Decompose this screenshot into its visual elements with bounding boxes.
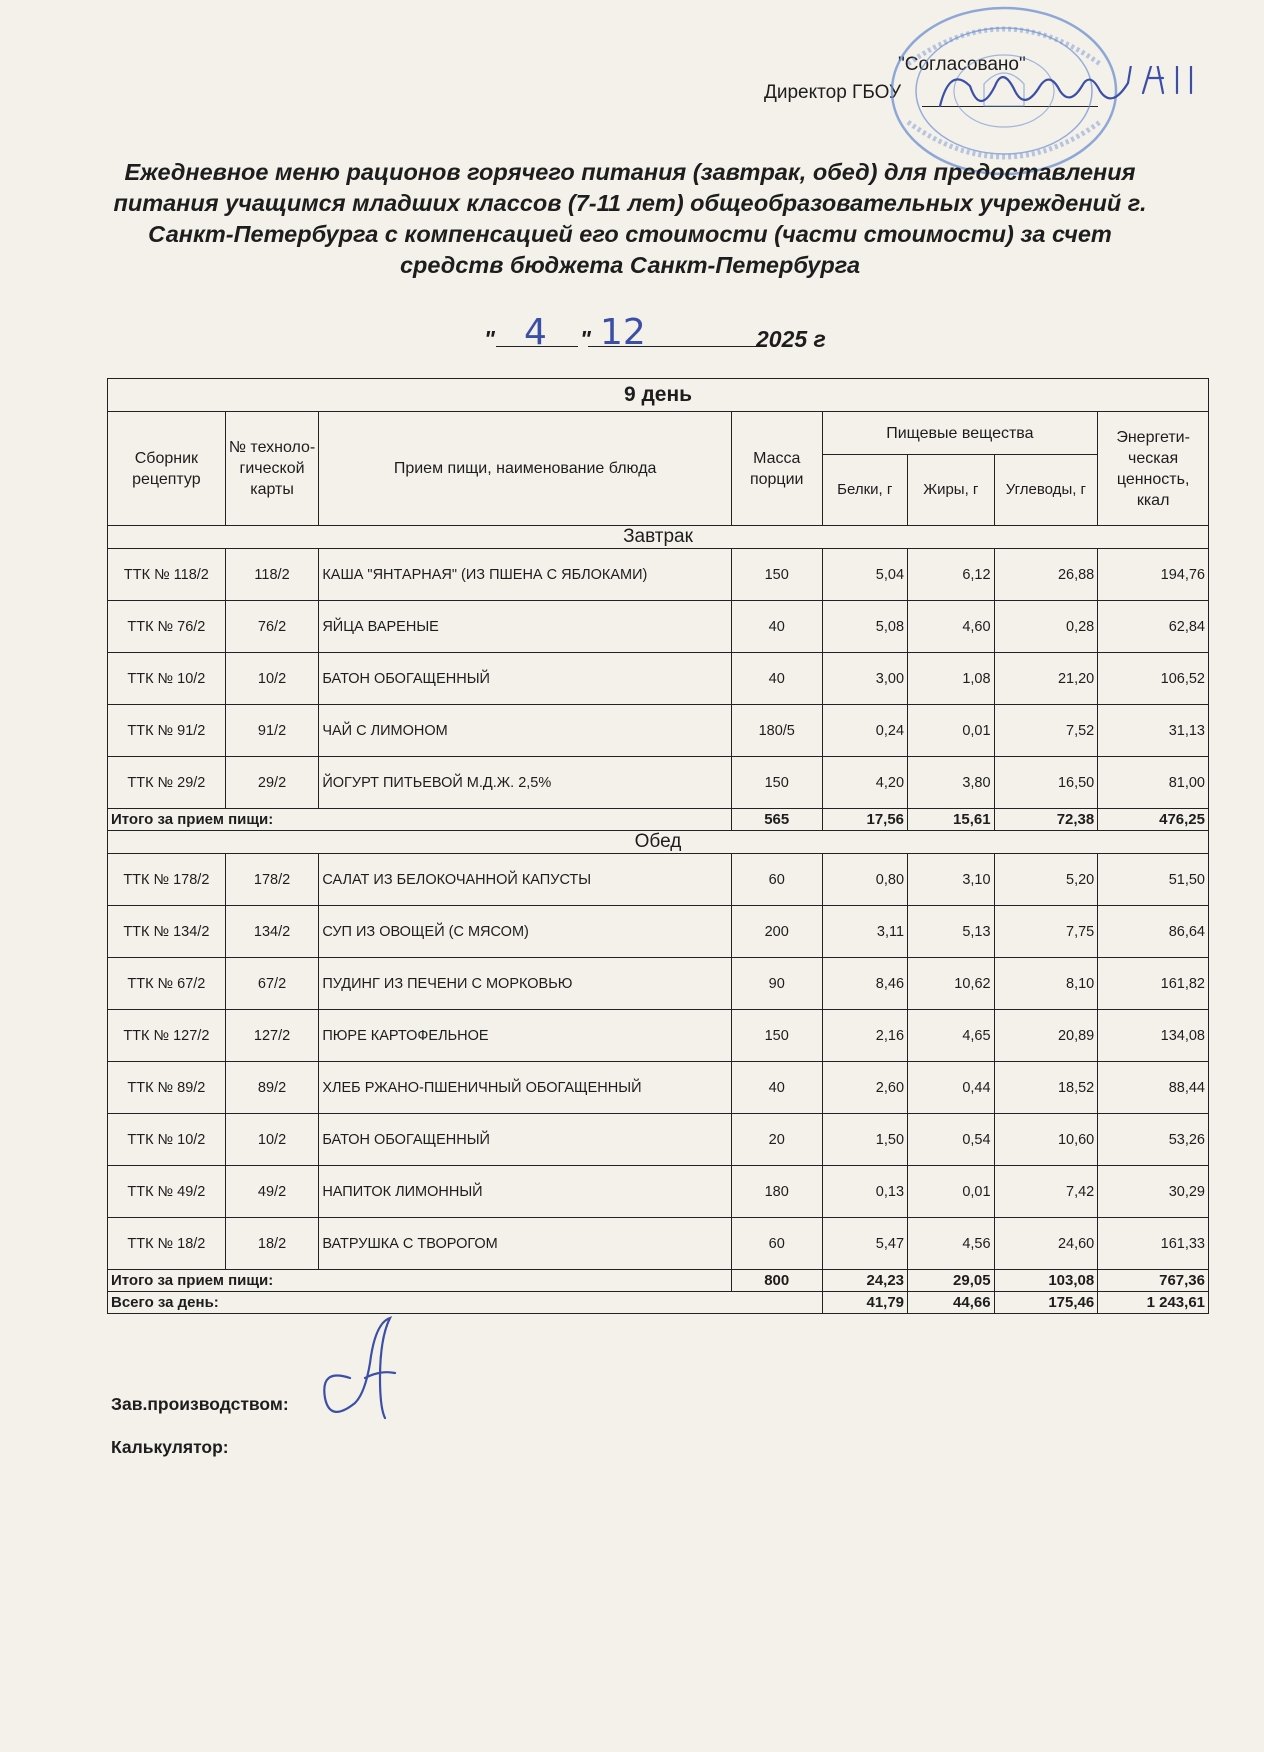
header-mass: Масса порции: [731, 412, 822, 526]
cell-tech-card: 178/2: [225, 854, 319, 906]
cell-protein: 4,20: [822, 757, 908, 809]
day-total-energy: 1 243,61: [1098, 1292, 1209, 1314]
section-header-breakfast: [108, 526, 1209, 549]
cell-collection: ТТК № 76/2: [108, 601, 226, 653]
header-dish: Прием пищи, наименование блюда: [319, 412, 732, 526]
cell-tech-card: 10/2: [225, 1114, 319, 1166]
header-energy: Энергети-ческая ценность, ккал: [1098, 412, 1209, 526]
cell-protein: 5,47: [822, 1218, 908, 1270]
cell-energy: 194,76: [1098, 549, 1209, 601]
cell-carbs: 7,42: [994, 1166, 1098, 1218]
cell-mass: 180/5: [731, 705, 822, 757]
cell-mass: 40: [731, 601, 822, 653]
total-mass: 800: [731, 1270, 822, 1292]
cell-carbs: 26,88: [994, 549, 1098, 601]
section-total-breakfast: [108, 809, 1209, 831]
total-energy: 767,36: [1098, 1270, 1209, 1292]
cell-protein: 8,46: [822, 958, 908, 1010]
director-label: Директор ГБОУ: [764, 82, 902, 103]
cell-protein: 2,16: [822, 1010, 908, 1062]
cell-fat: 1,08: [908, 653, 995, 705]
cell-protein: 0,24: [822, 705, 908, 757]
header-carbs: Углеводы, г: [994, 455, 1098, 526]
cell-dish: ХЛЕБ РЖАНО-ПШЕНИЧНЫЙ ОБОГАЩЕННЫЙ: [319, 1062, 732, 1114]
total-label: Итого за прием пищи:: [108, 1270, 732, 1292]
cell-fat: 5,13: [908, 906, 995, 958]
cell-carbs: 18,52: [994, 1062, 1098, 1114]
cell-dish: БАТОН ОБОГАЩЕННЫЙ: [319, 1114, 732, 1166]
day-total-row: [108, 1292, 1209, 1314]
cell-dish: ЯЙЦА ВАРЕНЫЕ: [319, 601, 732, 653]
cell-carbs: 21,20: [994, 653, 1098, 705]
menu-table-body: [108, 526, 1209, 1314]
table-row: [108, 1114, 1209, 1166]
cell-dish: БАТОН ОБОГАЩЕННЫЙ: [319, 653, 732, 705]
cell-fat: 0,54: [908, 1114, 995, 1166]
cell-tech-card: 67/2: [225, 958, 319, 1010]
total-energy: 476,25: [1098, 809, 1209, 831]
date-open-quote: ": [484, 326, 495, 352]
manager-label: Зав.производством:: [111, 1394, 289, 1414]
table-row: [108, 1166, 1209, 1218]
cell-carbs: 8,10: [994, 958, 1098, 1010]
cell-collection: ТТК № 91/2: [108, 705, 226, 757]
cell-collection: ТТК № 29/2: [108, 757, 226, 809]
cell-collection: ТТК № 89/2: [108, 1062, 226, 1114]
cell-energy: 106,52: [1098, 653, 1209, 705]
cell-fat: 4,65: [908, 1010, 995, 1062]
date-day-handwritten: 4: [524, 312, 547, 353]
header-fat: Жиры, г: [908, 455, 995, 526]
day-total-fat: 44,66: [908, 1292, 995, 1314]
total-label: Итого за прием пищи:: [108, 809, 732, 831]
cell-mass: 60: [731, 1218, 822, 1270]
cell-mass: 150: [731, 757, 822, 809]
total-fat: 15,61: [908, 809, 995, 831]
cell-energy: 30,29: [1098, 1166, 1209, 1218]
table-row: [108, 1062, 1209, 1114]
cell-energy: 51,50: [1098, 854, 1209, 906]
cell-mass: 200: [731, 906, 822, 958]
cell-fat: 0,01: [908, 705, 995, 757]
cell-dish: ПУДИНГ ИЗ ПЕЧЕНИ С МОРКОВЬЮ: [319, 958, 732, 1010]
cell-tech-card: 18/2: [225, 1218, 319, 1270]
total-protein: 17,56: [822, 809, 908, 831]
cell-collection: ТТК № 10/2: [108, 653, 226, 705]
cell-dish: СУП ИЗ ОВОЩЕЙ (С МЯСОМ): [319, 906, 732, 958]
date-close-quote: ": [580, 326, 591, 352]
cell-energy: 53,26: [1098, 1114, 1209, 1166]
cell-dish: КАША "ЯНТАРНАЯ" (ИЗ ПШЕНА С ЯБЛОКАМИ): [319, 549, 732, 601]
cell-energy: 81,00: [1098, 757, 1209, 809]
cell-energy: 161,82: [1098, 958, 1209, 1010]
cell-fat: 6,12: [908, 549, 995, 601]
table-row: [108, 705, 1209, 757]
director-signature: [930, 66, 1230, 126]
total-carbs: 72,38: [994, 809, 1098, 831]
cell-collection: ТТК № 49/2: [108, 1166, 226, 1218]
cell-collection: ТТК № 178/2: [108, 854, 226, 906]
cell-protein: 0,13: [822, 1166, 908, 1218]
date-year: 2025 г: [756, 326, 826, 352]
cell-energy: 161,33: [1098, 1218, 1209, 1270]
cell-fat: 4,56: [908, 1218, 995, 1270]
header-collection: Сборник рецептур: [108, 412, 226, 526]
day-header: 9 день: [108, 379, 1209, 412]
cell-mass: 150: [731, 1010, 822, 1062]
total-mass: 565: [731, 809, 822, 831]
table-row: [108, 653, 1209, 705]
cell-tech-card: 127/2: [225, 1010, 319, 1062]
cell-fat: 3,80: [908, 757, 995, 809]
day-total-label: Всего за день:: [108, 1292, 823, 1314]
date-line: [484, 312, 844, 358]
cell-mass: 40: [731, 653, 822, 705]
cell-dish: ЧАЙ С ЛИМОНОМ: [319, 705, 732, 757]
cell-carbs: 16,50: [994, 757, 1098, 809]
table-row: [108, 549, 1209, 601]
cell-energy: 134,08: [1098, 1010, 1209, 1062]
cell-fat: 0,44: [908, 1062, 995, 1114]
cell-collection: ТТК № 118/2: [108, 549, 226, 601]
approval-agreed-label: "Согласовано": [898, 54, 1026, 75]
table-row: [108, 958, 1209, 1010]
cell-collection: ТТК № 134/2: [108, 906, 226, 958]
cell-tech-card: 118/2: [225, 549, 319, 601]
cell-carbs: 7,75: [994, 906, 1098, 958]
header-nutrients: Пищевые вещества: [822, 412, 1098, 455]
cell-fat: 3,10: [908, 854, 995, 906]
cell-protein: 3,00: [822, 653, 908, 705]
cell-carbs: 20,89: [994, 1010, 1098, 1062]
cell-energy: 62,84: [1098, 601, 1209, 653]
table-row: [108, 601, 1209, 653]
table-row: [108, 854, 1209, 906]
cell-collection: ТТК № 67/2: [108, 958, 226, 1010]
cell-tech-card: 134/2: [225, 906, 319, 958]
cell-carbs: 7,52: [994, 705, 1098, 757]
section-total-lunch: [108, 1270, 1209, 1292]
section-label: Завтрак: [108, 526, 1209, 549]
day-total-carbs: 175,46: [994, 1292, 1098, 1314]
cell-protein: 3,11: [822, 906, 908, 958]
menu-table: [107, 378, 1209, 1314]
calculator-label: Калькулятор:: [111, 1437, 229, 1457]
cell-protein: 0,80: [822, 854, 908, 906]
cell-dish: НАПИТОК ЛИМОННЫЙ: [319, 1166, 732, 1218]
section-label: Обед: [108, 831, 1209, 854]
document-title: Ежедневное меню рационов горячего питания (завтрак, обед) для предоставления питания учащимся младших классов (7-11 лет) общеобразовательных учреждений г. Санкт-Петербурга с компенсацией его стоимости (части стоимости) за счет средств бюджета Санкт-Петербурга: [113, 159, 1147, 278]
cell-carbs: 5,20: [994, 854, 1098, 906]
cell-fat: 0,01: [908, 1166, 995, 1218]
cell-mass: 60: [731, 854, 822, 906]
cell-energy: 31,13: [1098, 705, 1209, 757]
cell-mass: 20: [731, 1114, 822, 1166]
cell-tech-card: 76/2: [225, 601, 319, 653]
cell-tech-card: 49/2: [225, 1166, 319, 1218]
cell-dish: ПЮРЕ КАРТОФЕЛЬНОЕ: [319, 1010, 732, 1062]
cell-tech-card: 91/2: [225, 705, 319, 757]
cell-mass: 40: [731, 1062, 822, 1114]
table-row: [108, 1010, 1209, 1062]
cell-dish: ЙОГУРТ ПИТЬЕВОЙ М.Д.Ж. 2,5%: [319, 757, 732, 809]
cell-tech-card: 10/2: [225, 653, 319, 705]
cell-dish: ВАТРУШКА С ТВОРОГОМ: [319, 1218, 732, 1270]
table-row: [108, 906, 1209, 958]
cell-tech-card: 29/2: [225, 757, 319, 809]
total-carbs: 103,08: [994, 1270, 1098, 1292]
manager-signature: [310, 1308, 410, 1438]
section-header-lunch: [108, 831, 1209, 854]
cell-carbs: 0,28: [994, 601, 1098, 653]
cell-collection: ТТК № 127/2: [108, 1010, 226, 1062]
cell-dish: САЛАТ ИЗ БЕЛОКОЧАННОЙ КАПУСТЫ: [319, 854, 732, 906]
cell-mass: 180: [731, 1166, 822, 1218]
cell-tech-card: 89/2: [225, 1062, 319, 1114]
cell-mass: 150: [731, 549, 822, 601]
header-protein: Белки, г: [822, 455, 908, 526]
cell-protein: 5,04: [822, 549, 908, 601]
date-month-handwritten: 12: [600, 312, 646, 353]
table-row: [108, 1218, 1209, 1270]
total-protein: 24,23: [822, 1270, 908, 1292]
day-total-protein: 41,79: [822, 1292, 908, 1314]
cell-energy: 86,64: [1098, 906, 1209, 958]
cell-carbs: 10,60: [994, 1114, 1098, 1166]
table-row: [108, 757, 1209, 809]
cell-fat: 4,60: [908, 601, 995, 653]
cell-energy: 88,44: [1098, 1062, 1209, 1114]
cell-carbs: 24,60: [994, 1218, 1098, 1270]
cell-fat: 10,62: [908, 958, 995, 1010]
cell-protein: 2,60: [822, 1062, 908, 1114]
cell-mass: 90: [731, 958, 822, 1010]
cell-protein: 5,08: [822, 601, 908, 653]
header-tech-card: № техноло-гической карты: [225, 412, 319, 526]
cell-collection: ТТК № 18/2: [108, 1218, 226, 1270]
cell-protein: 1,50: [822, 1114, 908, 1166]
total-fat: 29,05: [908, 1270, 995, 1292]
cell-collection: ТТК № 10/2: [108, 1114, 226, 1166]
